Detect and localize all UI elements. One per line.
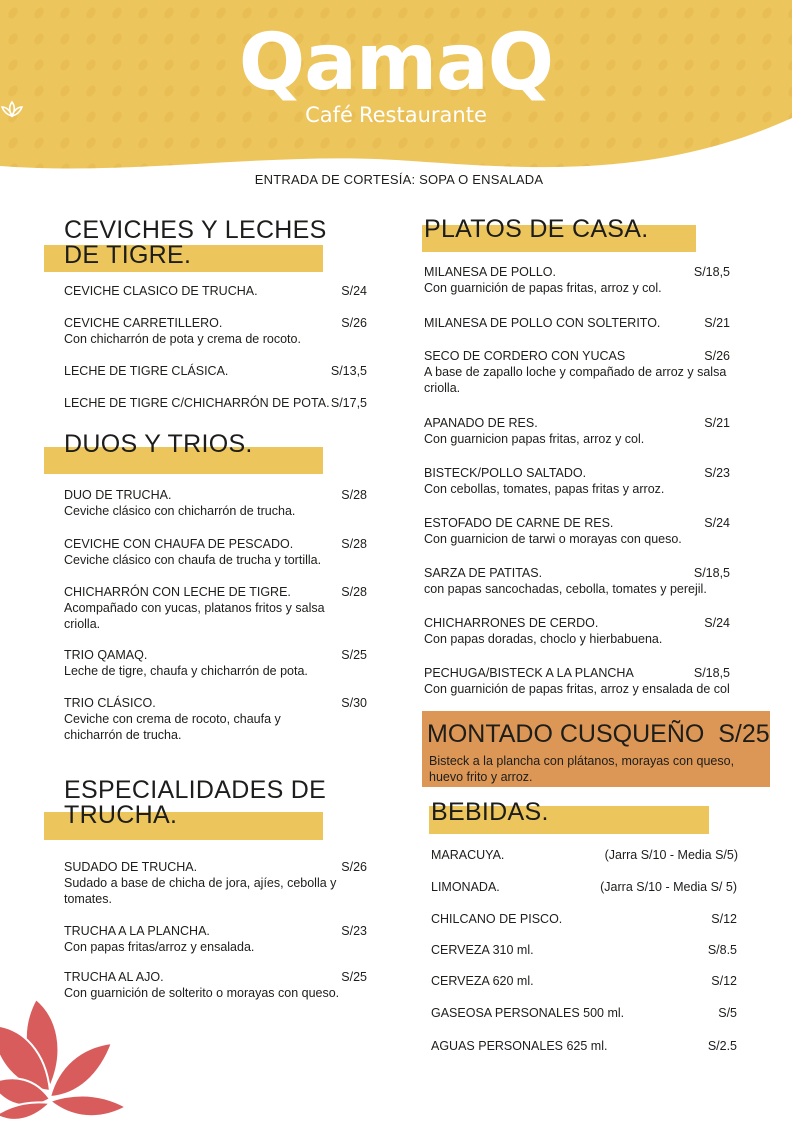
menu-item-price: S/18,5: [693, 666, 730, 680]
menu-item-price: S/26: [704, 349, 730, 363]
menu-item-name: CEVICHE CLASICO DE TRUCHA.: [64, 284, 258, 298]
section-title-ceviches-line2: DE TIGRE.: [64, 241, 192, 269]
header-banner: [0, 0, 792, 180]
menu-item: [64, 647, 367, 679]
menu-item-name: CEVICHE CON CHAUFA DE PESCADO.: [64, 537, 294, 551]
menu-item-price: S/21: [704, 416, 730, 430]
drink-item-name: LIMONADA.: [431, 880, 500, 894]
courtesy-note: ENTRADA DE CORTESÍA: SOPA O ENSALADA: [254, 172, 544, 187]
menu-item: [64, 584, 367, 632]
menu-item: [424, 665, 730, 697]
menu-item-name: TRIO CLÁSICO.: [64, 696, 156, 710]
menu-item: [424, 264, 730, 296]
section-title-duos: DUOS Y TRIOS.: [64, 430, 253, 458]
drink-item-name: CERVEZA 310 ml.: [431, 943, 534, 957]
drink-item-name: CHILCANO DE PISCO.: [431, 912, 563, 926]
menu-item-price: S/25: [341, 648, 367, 662]
drink-item: [431, 847, 738, 863]
menu-item-name: PECHUGA/BISTECK A LA PLANCHA: [424, 666, 634, 680]
drink-item: [431, 1038, 737, 1054]
menu-item: [64, 395, 367, 411]
featured-dish-description: Bisteck a la plancha con plátanos, morayas con queso, huevo frito y arroz.: [429, 754, 735, 784]
menu-item-price: S/28: [341, 488, 367, 502]
menu-item-name: SARZA DE PATITAS.: [424, 566, 543, 580]
drink-item-name: MARACUYA.: [431, 848, 505, 862]
menu-item-name: ESTOFADO DE CARNE DE RES.: [424, 516, 614, 530]
section-title-trucha-line2: TRUCHA.: [64, 801, 178, 829]
menu-item-description: Con guarnición de papas fritas, arroz y col.: [424, 281, 662, 295]
drink-item: [431, 879, 737, 895]
menu-item-price: S/17,5: [330, 396, 367, 410]
featured-dish-name: MONTADO CUSQUEÑO: [427, 720, 705, 748]
section-title-trucha: [64, 778, 326, 828]
menu-item: [424, 615, 730, 647]
menu-item-description: Con papas fritas/arroz y ensalada.: [64, 940, 255, 954]
menu-item: [64, 487, 367, 519]
menu-item-price: S/13,5: [330, 364, 367, 378]
drink-item-price: S/12: [711, 912, 737, 926]
menu-item: [424, 315, 730, 331]
brand-subtitle-right: Restaurante: [358, 103, 487, 127]
brand-logo-subtitle: [0, 100, 792, 130]
drink-item-price: (Jarra S/10 - Media S/5): [604, 848, 738, 862]
menu-item-price: S/24: [341, 284, 367, 298]
menu-item-description: Con chicharrón de pota y crema de rocoto.: [64, 332, 301, 346]
menu-item-name: CEVICHE CARRETILLERO.: [64, 316, 223, 330]
menu-item-description: Con guarnicion papas fritas, arroz y col.: [424, 432, 645, 446]
brand-logo-name: QamaQ: [238, 18, 554, 108]
section-title-ceviches: [64, 218, 327, 268]
menu-item-description: Ceviche clásico con chicharrón de trucha.: [64, 504, 296, 518]
menu-item-description: Sudado a base de chicha de jora, ajíes, cebolla y tomates.: [64, 876, 337, 906]
menu-item-name: LECHE DE TIGRE CLÁSICA.: [64, 364, 229, 378]
menu-item: [64, 923, 367, 955]
menu-item: [424, 565, 730, 597]
featured-dish-price: S/25: [718, 720, 770, 748]
menu-item-name: LECHE DE TIGRE C/CHICHARRÓN DE POTA.: [64, 396, 330, 410]
menu-item-name: CHICHARRÓN CON LECHE DE TIGRE.: [64, 585, 291, 599]
menu-item-price: S/30: [341, 696, 367, 710]
menu-item-name: SECO DE CORDERO CON YUCAS: [424, 349, 626, 363]
drink-item: [431, 911, 737, 927]
menu-item: [424, 348, 730, 396]
menu-item-price: S/28: [341, 585, 367, 599]
menu-item-name: CHICHARRONES DE CERDO.: [424, 616, 599, 630]
section-title-trucha-line1: ESPECIALIDADES DE: [64, 776, 327, 804]
menu-item-description: Con guarnicion de tarwi o morayas con queso.: [424, 532, 682, 546]
menu-item-description: Acompañado con yucas, platanos fritos y salsa criolla.: [64, 601, 325, 631]
menu-item-price: S/21: [704, 316, 730, 330]
menu-item-name: TRIO QAMAQ.: [64, 648, 148, 662]
menu-item: [64, 283, 367, 299]
menu-item: [64, 536, 367, 568]
menu-item-price: S/28: [341, 537, 367, 551]
menu-item-name: SUDADO DE TRUCHA.: [64, 860, 198, 874]
menu-item: [424, 515, 730, 547]
menu-item: [64, 315, 367, 347]
section-title-ceviches-line1: CEVICHES Y LECHES: [64, 216, 327, 244]
section-title-bebidas: BEBIDAS.: [431, 798, 549, 826]
menu-item-name: TRUCHA AL AJO.: [64, 970, 164, 984]
menu-item-description: A base de zapallo loche y compañado de arroz y salsa criolla.: [424, 365, 727, 395]
menu-item-description: Leche de tigre, chaufa y chicharrón de pota.: [64, 664, 308, 678]
menu-item-price: S/23: [341, 924, 367, 938]
drink-item-price: S/8.5: [707, 943, 737, 957]
menu-item: [64, 859, 367, 907]
brand-subtitle-left: Café: [305, 103, 353, 127]
menu-item-price: S/18,5: [693, 566, 730, 580]
menu-item-name: BISTECK/POLLO SALTADO.: [424, 466, 587, 480]
menu-item-price: S/23: [704, 466, 730, 480]
menu-item: [64, 363, 367, 379]
menu-item-price: S/24: [704, 616, 730, 630]
menu-item-name: APANADO DE RES.: [424, 416, 538, 430]
menu-item-name: MILANESA DE POLLO.: [424, 265, 556, 279]
drink-item: [431, 1005, 737, 1021]
menu-item-description: Con guarnición de papas fritas, arroz y ensalada de col: [424, 682, 730, 696]
drink-item-name: GASEOSA PERSONALES 500 ml.: [431, 1006, 625, 1020]
menu-item-name: MILANESA DE POLLO CON SOLTERITO.: [424, 316, 661, 330]
featured-dish-box: [422, 711, 770, 787]
drink-item-name: CERVEZA 620 ml.: [431, 974, 534, 988]
menu-item-price: S/25: [341, 970, 367, 984]
drink-item-price: S/2.5: [707, 1039, 737, 1053]
lotus-flower-icon: [0, 995, 130, 1122]
menu-item-price: S/18,5: [693, 265, 730, 279]
menu-item-description: con papas sancochadas, cebolla, tomates y perejil.: [424, 582, 707, 596]
drink-item-price: S/5: [718, 1006, 737, 1020]
menu-item-description: Con papas doradas, choclo y hierbabuena.: [424, 632, 663, 646]
section-title-platos: PLATOS DE CASA.: [424, 215, 649, 243]
drink-item-name: AGUAS PERSONALES 625 ml.: [431, 1039, 608, 1053]
drink-item: [431, 973, 737, 989]
menu-item-price: S/26: [341, 316, 367, 330]
menu-item: [424, 415, 730, 447]
menu-item: [64, 695, 367, 743]
menu-item-description: Con guarnición de solterito o morayas con queso.: [64, 986, 340, 1000]
menu-item-name: DUO DE TRUCHA.: [64, 488, 172, 502]
drink-item-price: (Jarra S/10 - Media S/ 5): [600, 880, 737, 894]
drink-item: [431, 942, 737, 958]
menu-item-description: Ceviche clásico con chaufa de trucha y tortilla.: [64, 553, 322, 567]
menu-item-description: Ceviche con crema de rocoto, chaufa y chicharrón de trucha.: [64, 712, 281, 742]
drink-item-price: S/12: [711, 974, 737, 988]
menu-item-description: Con cebollas, tomates, papas fritas y arroz.: [424, 482, 665, 496]
menu-item-price: S/26: [341, 860, 367, 874]
menu-item: [424, 465, 730, 497]
menu-item-name: TRUCHA A LA PLANCHA.: [64, 924, 210, 938]
menu-item-price: S/24: [704, 516, 730, 530]
featured-dish-title: [427, 719, 770, 749]
